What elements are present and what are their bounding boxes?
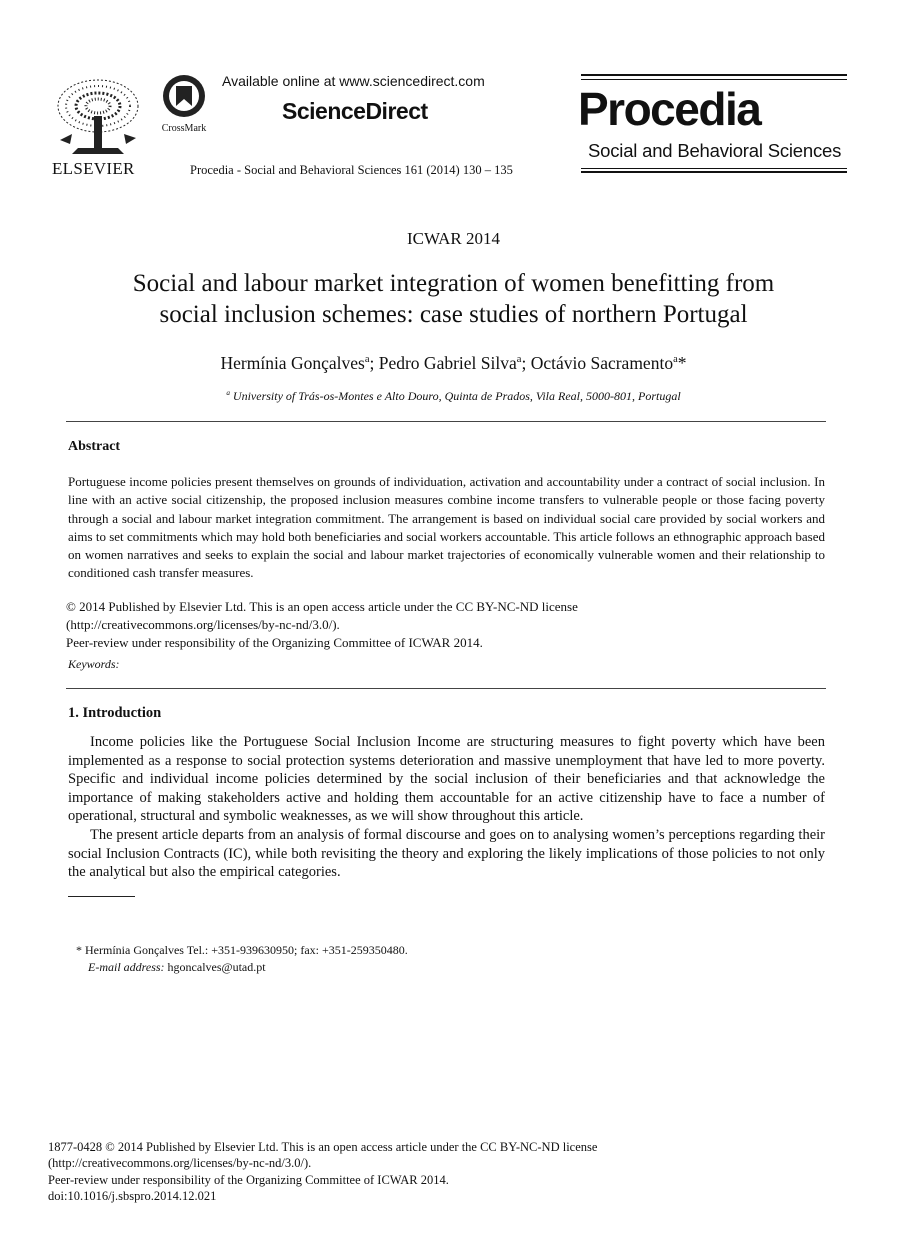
publisher-name: ELSEVIER <box>52 159 135 178</box>
author-separator: ; <box>521 353 531 373</box>
journal-reference: Procedia - Social and Behavioral Sciences 161 (2014) 130 – 135 <box>190 163 513 177</box>
paragraph: Income policies like the Portuguese Social Inclusion Income are structuring measures to fight poverty which have been implemented as a response to social protection systems deterioration and massive unemployment that have led to more poverty. Specific and individual income policies determined by the social inclusion of their beneficiaries and that acknowledge the importance of making stakeholders active and holding them accountable for an active citizenship have to face a number of operational, structural and symbolic weaknesses, as we will show throughout this article. <box>68 734 825 825</box>
author-name: Octávio Sacramento <box>530 353 674 373</box>
footer-issn-license: 1877-0428 © 2014 Published by Elsevier Ltd. This is an open access article under the CC BY-NC-ND license <box>48 1140 598 1154</box>
title-line: Social and labour market integration of women benefitting from <box>132 270 775 297</box>
logo-rule-top-thin <box>581 79 847 80</box>
license-link[interactable]: (http://creativecommons.org/licenses/by-nc-nd/3.0/). <box>66 617 340 632</box>
footer-peer-review: Peer-review under responsibility of the Organizing Committee of ICWAR 2014. <box>48 1172 449 1187</box>
article-title <box>60 268 847 330</box>
paragraph: The present article departs from an analysis of formal discourse and goes on to analysing women’s perceptions regarding their social Inclusion Contracts (IC), while both revisiting the theory and exploring the likely implications of those policies to not only the analytical but also the empirical categories. <box>68 826 825 881</box>
author-affil-mark: a <box>673 354 678 366</box>
title-line: social inclusion schemes: case studies of northern Portugal <box>159 301 748 328</box>
journal-logo-subtitle: Social and Behavioral Sciences <box>588 140 842 161</box>
affiliation-text: University of Trás-os-Montes e Alto Douro, Quinta de Prados, Vila Real, 5000-801, Portugal <box>232 389 681 403</box>
author-affil-mark: a <box>364 354 370 366</box>
footnote-contact: * Hermínia Gonçalves Tel.: +351-939630950; fax: +351-259350480. <box>76 943 408 957</box>
crossmark-label: CrossMark <box>161 123 207 134</box>
sciencedirect-brand[interactable]: ScienceDirect <box>282 98 428 124</box>
logo-rule-bottom-thin <box>581 168 847 169</box>
elsevier-tree-logo <box>52 76 144 158</box>
footnote-email <box>88 960 266 975</box>
available-online: Available online at www.sciencedirect.com <box>222 73 485 89</box>
footer-license-link[interactable]: (http://creativecommons.org/licenses/by-nc-nd/3.0/). <box>48 1156 312 1171</box>
email-label: E-mail address: <box>88 960 165 974</box>
introduction-body <box>68 733 825 882</box>
abstract-heading: Abstract <box>68 439 121 454</box>
footer-doi[interactable]: doi:10.1016/j.sbspro.2014.12.021 <box>48 1188 217 1203</box>
logo-rule-bottom <box>581 171 847 173</box>
divider <box>66 421 826 422</box>
corresponding-mark: * <box>677 353 687 373</box>
section-heading: 1. Introduction <box>68 705 162 721</box>
author-name: Pedro Gabriel Silva <box>378 353 517 373</box>
divider <box>66 688 826 689</box>
page-footer <box>48 1139 808 1204</box>
abstract-text: Portuguese income policies present themselves on grounds of individuation, activation and accountability under a contract of social inclusion. In line with an active social citizenship, the proposed inclusion measures combine income transfers to vulnerable people or those facing poverty through a social and labour market integration commitment. The arrangement is based on individual social care provided by social workers and aims to set commitments which may hold both beneficiaries and social workers accountable. This article follows an ethnographic approach based on women narratives and seeks to explain the social and labour market trajectories of economically vulnerable women and their relationship to conditioned cash transfer measures. <box>68 474 825 581</box>
affiliation-mark: a <box>226 389 230 397</box>
author-name: Hermínia Gonçalves <box>220 353 365 373</box>
footnote-rule <box>68 896 135 897</box>
keywords-label: Keywords: <box>68 657 120 671</box>
peer-review-note: Peer-review under responsibility of the Organizing Committee of ICWAR 2014. <box>66 635 483 650</box>
email-address[interactable]: hgoncalves@utad.pt <box>167 960 266 974</box>
conference-name: ICWAR 2014 <box>406 229 501 248</box>
license-block <box>66 598 826 652</box>
crossmark-icon[interactable] <box>158 74 210 132</box>
author-list <box>0 353 907 374</box>
license-text: © 2014 Published by Elsevier Ltd. This is an open access article under the CC BY-NC-ND license <box>66 599 578 614</box>
affiliation <box>0 389 907 404</box>
author-separator: ; <box>369 353 379 373</box>
author-affil-mark: a <box>516 354 522 366</box>
journal-logo-title: Procedia <box>578 83 761 135</box>
logo-rule-top <box>581 74 847 76</box>
